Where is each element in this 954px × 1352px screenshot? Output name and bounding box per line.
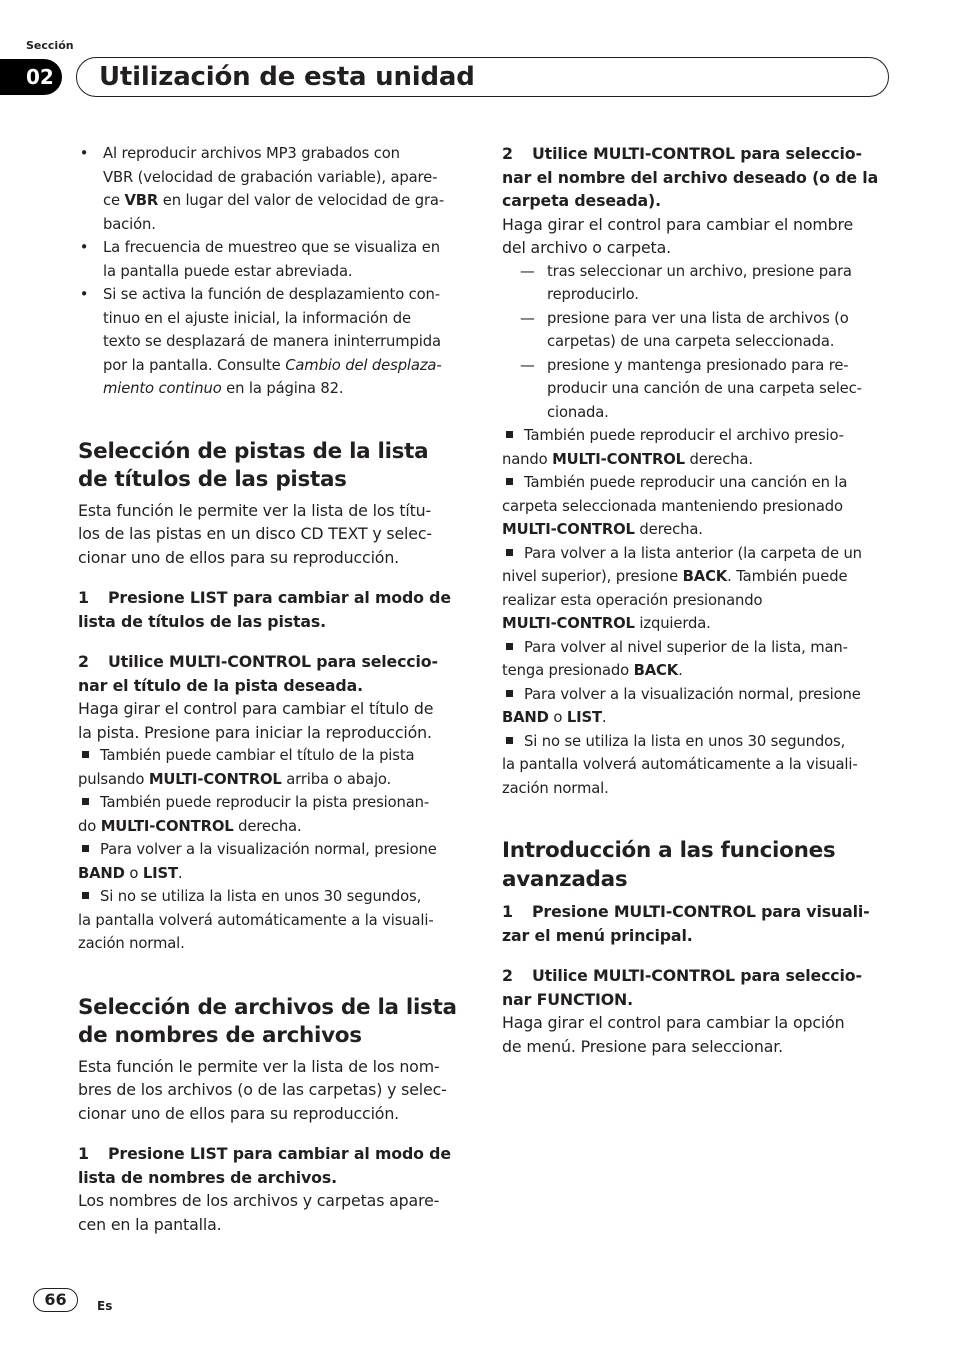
square-bullet-icon xyxy=(506,431,513,438)
text-line: del archivo o carpeta. xyxy=(502,238,671,257)
step-line: carpeta deseada). xyxy=(502,191,661,210)
text-line: Esta función le permite ver la lista de los títu- xyxy=(78,500,432,520)
step-text: Presione MULTI-CONTROL para visuali- xyxy=(532,902,870,921)
note-line xyxy=(502,612,890,636)
bold-term: MULTI-CONTROL xyxy=(502,615,635,632)
text-run: . xyxy=(678,662,683,679)
text-run: en lugar del valor de velocidad de gra- xyxy=(158,192,445,209)
bullet-dot: • xyxy=(79,239,89,256)
bullet-line xyxy=(103,354,466,378)
step-body xyxy=(78,697,466,744)
text-line: de menú. Presione para seleccionar. xyxy=(502,1036,783,1056)
dash-mark: — xyxy=(520,356,535,374)
step-heading xyxy=(78,586,466,633)
bullet-line xyxy=(103,189,466,213)
section-number-badge: 02 xyxy=(0,59,62,95)
step-line: zar el menú principal. xyxy=(502,925,693,945)
dash-item xyxy=(502,354,890,425)
bullet-item xyxy=(78,142,466,236)
text-run: o xyxy=(124,864,143,882)
text-run: izquierda. xyxy=(634,615,711,632)
text-line: Haga girar el control para cambiar el título de xyxy=(78,699,434,718)
note-item xyxy=(78,885,466,956)
text-line: Los nombres de los archivos y carpetas apare- xyxy=(78,1191,440,1210)
note-item xyxy=(78,744,466,791)
section-heading xyxy=(502,837,890,894)
text-run: Para volver a la visualización normal, presione xyxy=(100,841,437,858)
square-bullet-icon xyxy=(82,845,89,852)
left-column xyxy=(78,142,466,1236)
text-run: También puede reproducir la pista presionan- xyxy=(100,794,430,811)
bullet-dot: • xyxy=(79,145,89,162)
step-line xyxy=(502,142,890,166)
bold-term: VBR xyxy=(124,192,159,209)
note-item xyxy=(502,683,890,730)
bold-term: MULTI-CONTROL xyxy=(502,521,635,538)
bullet-line: Si se activa la función de desplazamiento con- xyxy=(103,286,440,303)
right-column xyxy=(502,142,890,1058)
text-run: por la pantalla. Consulte xyxy=(103,356,286,374)
bullet-item xyxy=(78,283,466,401)
note-line xyxy=(78,838,466,862)
note-line xyxy=(78,768,466,792)
step-body xyxy=(502,213,890,260)
bold-term: BAND xyxy=(502,709,549,726)
text-run: También puede reproducir el archivo presio- xyxy=(524,427,844,444)
note-item xyxy=(502,424,890,471)
step-line: lista de nombres de archivos. xyxy=(78,1167,337,1187)
text-run: . También puede xyxy=(727,568,848,585)
note-line xyxy=(502,636,890,660)
text-line: los de las pistas en un disco CD TEXT y selec- xyxy=(78,524,432,543)
text-line: cionar uno de ellos para su reproducción. xyxy=(78,1103,400,1123)
title-box xyxy=(76,57,889,97)
note-item xyxy=(502,636,890,683)
text-run: . xyxy=(601,709,607,726)
note-item xyxy=(78,838,466,885)
section-intro xyxy=(78,1055,466,1126)
step-number: 1 xyxy=(502,902,513,921)
text-run: en la página 82. xyxy=(221,380,344,397)
text-run: ce xyxy=(103,192,125,209)
step-text: Presione LIST para cambiar al modo de xyxy=(108,588,451,607)
text-line: Haga girar el control para cambiar el nombre xyxy=(502,214,854,234)
note-line xyxy=(78,815,466,839)
square-bullet-icon xyxy=(506,478,513,485)
text-run: Si no se utiliza la lista en unos 30 segundos, xyxy=(524,732,846,750)
bold-term: MULTI-CONTROL xyxy=(148,770,282,788)
note-line xyxy=(78,791,466,815)
text-run: nivel superior), presione xyxy=(502,568,683,585)
note-line xyxy=(78,885,466,909)
note-line xyxy=(502,706,890,730)
step-line xyxy=(502,900,890,924)
bold-term: MULTI-CONTROL xyxy=(552,450,685,468)
dash-line: presione para ver una lista de archivos (o xyxy=(547,309,849,327)
note-line xyxy=(502,683,890,707)
dash-line: presione y mantenga presionado para re- xyxy=(547,356,849,374)
note-line xyxy=(502,659,890,683)
note-line: la pantalla volverá automáticamente a la visuali- xyxy=(78,911,434,929)
note-line xyxy=(502,565,890,589)
text-run: También puede cambiar el título de la pista xyxy=(100,747,415,764)
step-line xyxy=(78,650,466,674)
section-intro xyxy=(78,499,466,570)
text-run: o xyxy=(548,709,567,726)
heading-line: de nombres de archivos xyxy=(78,1023,362,1048)
heading-line: Selección de pistas de la lista xyxy=(78,438,429,464)
bold-term: BACK xyxy=(633,662,679,679)
bullet-line: La frecuencia de muestreo que se visualiza en xyxy=(103,239,440,256)
step-heading xyxy=(78,1142,466,1189)
dash-item xyxy=(502,307,890,354)
step-line: nar FUNCTION. xyxy=(502,989,633,1009)
note-line xyxy=(502,730,890,754)
square-bullet-icon xyxy=(82,892,89,899)
note-item xyxy=(502,471,890,542)
dash-line: reproducirlo. xyxy=(547,286,639,303)
note-line xyxy=(502,518,890,542)
step-text: Presione LIST para cambiar al modo de xyxy=(108,1144,451,1163)
heading-line: Introducción a las funciones xyxy=(502,838,836,863)
step-heading xyxy=(502,964,890,1011)
step-heading xyxy=(78,650,466,697)
dash-line: cionada. xyxy=(547,403,609,421)
square-bullet-icon xyxy=(82,751,89,758)
step-text: Utilice MULTI-CONTROL para seleccio- xyxy=(108,652,438,671)
bold-term: BACK xyxy=(682,568,728,585)
step-line: lista de títulos de las pistas. xyxy=(78,611,326,631)
text-run: . xyxy=(177,864,183,882)
step-number: 2 xyxy=(502,144,513,163)
text-line: bres de los archivos (o de las carpetas) y selec- xyxy=(78,1080,447,1099)
text-run: nando xyxy=(502,450,553,468)
bullet-line: bación. xyxy=(103,215,156,233)
text-run: derecha. xyxy=(233,817,302,835)
bullet-line: la pantalla puede estar abreviada. xyxy=(103,262,353,280)
step-line xyxy=(78,586,466,610)
text-line: cionar uno de ellos para su reproducción. xyxy=(78,547,400,567)
note-line: zación normal. xyxy=(502,779,609,797)
note-line xyxy=(502,448,890,472)
bullet-item xyxy=(78,236,466,283)
section-heading xyxy=(78,994,466,1051)
note-line xyxy=(502,542,890,566)
text-run: También puede reproducir una canción en la xyxy=(524,474,848,491)
step-heading xyxy=(502,142,890,213)
note-line xyxy=(78,744,466,768)
note-item xyxy=(502,542,890,636)
step-text: Utilice MULTI-CONTROL para seleccio- xyxy=(532,966,862,985)
step-text: Utilice MULTI-CONTROL para seleccio- xyxy=(532,144,862,163)
step-body xyxy=(78,1189,466,1236)
dash-mark: — xyxy=(520,309,535,327)
step-line xyxy=(502,964,890,988)
text-line: Esta función le permite ver la lista de los nom- xyxy=(78,1056,440,1076)
note-line: carpeta seleccionada manteniendo presionado xyxy=(502,497,843,515)
bold-term: LIST xyxy=(566,709,602,726)
note-line xyxy=(502,424,890,448)
language-code: Es xyxy=(97,1299,113,1313)
text-run: pulsando xyxy=(78,770,149,788)
heading-line: Selección de archivos de la lista xyxy=(78,994,457,1020)
text-run: do xyxy=(78,817,101,835)
step-number: 1 xyxy=(78,1144,89,1163)
step-number: 1 xyxy=(78,588,89,607)
dash-line: tras seleccionar un archivo, presione para xyxy=(547,262,852,280)
bullet-line: texto se desplazará de manera ininterrumpida xyxy=(103,333,441,350)
step-number: 2 xyxy=(502,966,513,985)
note-line xyxy=(502,471,890,495)
page-number-badge: 66 xyxy=(33,1288,78,1312)
text-line: la pista. Presione para iniciar la reproducción. xyxy=(78,722,432,742)
bold-term: BAND xyxy=(78,864,125,882)
dash-mark: — xyxy=(520,262,535,280)
bullet-line: tinuo en el ajuste inicial, la información de xyxy=(103,309,411,327)
text-run: Para volver a la lista anterior (la carpeta de un xyxy=(524,544,862,562)
note-line: la pantalla volverá automáticamente a la visuali- xyxy=(502,756,858,773)
bullet-line: VBR (velocidad de grabación variable), apare- xyxy=(103,168,438,186)
heading-line: de títulos de las pistas xyxy=(78,467,347,492)
note-item xyxy=(502,730,890,801)
step-line: nar el título de la pista deseada. xyxy=(78,675,363,695)
bold-term: MULTI-CONTROL xyxy=(100,817,234,835)
text-run: Para volver a la visualización normal, presione xyxy=(524,685,861,703)
step-body xyxy=(502,1011,890,1058)
text-run: derecha. xyxy=(634,521,703,538)
page-title: Utilización de esta unidad xyxy=(99,62,475,92)
section-label: Sección xyxy=(26,39,74,52)
bullet-line xyxy=(103,377,466,401)
text-run: tenga presionado xyxy=(502,662,634,679)
text-run: Para volver al nivel superior de la lista, man- xyxy=(524,638,848,656)
step-line: nar el nombre del archivo deseado (o de la xyxy=(502,167,879,187)
square-bullet-icon xyxy=(506,549,513,556)
dash-line: producir una canción de una carpeta selec- xyxy=(547,380,862,397)
note-line: realizar esta operación presionando xyxy=(502,591,763,609)
step-number: 2 xyxy=(78,652,89,671)
text-run: Si no se utiliza la lista en unos 30 segundos, xyxy=(100,888,422,905)
text-run: derecha. xyxy=(684,450,753,468)
dash-line: carpetas) de una carpeta seleccionada. xyxy=(547,333,835,350)
square-bullet-icon xyxy=(506,643,513,650)
bullet-dot: • xyxy=(79,286,89,303)
step-heading xyxy=(502,900,890,947)
text-run: arriba o abajo. xyxy=(281,770,392,788)
square-bullet-icon xyxy=(82,798,89,805)
square-bullet-icon xyxy=(506,690,513,697)
italic-reference: Cambio del desplaza- xyxy=(285,356,442,374)
text-line: Haga girar el control para cambiar la opción xyxy=(502,1013,845,1032)
note-line xyxy=(78,862,466,886)
heading-line: avanzadas xyxy=(502,866,628,892)
note-item xyxy=(78,791,466,838)
dash-item xyxy=(502,260,890,307)
text-line: cen en la pantalla. xyxy=(78,1214,222,1234)
italic-reference: miento continuo xyxy=(103,380,222,397)
note-line: zación normal. xyxy=(78,935,185,952)
bullet-line: Al reproducir archivos MP3 grabados con xyxy=(103,145,400,162)
bold-term: LIST xyxy=(142,864,178,882)
square-bullet-icon xyxy=(506,737,513,744)
section-heading xyxy=(78,438,466,495)
step-line xyxy=(78,1142,466,1166)
